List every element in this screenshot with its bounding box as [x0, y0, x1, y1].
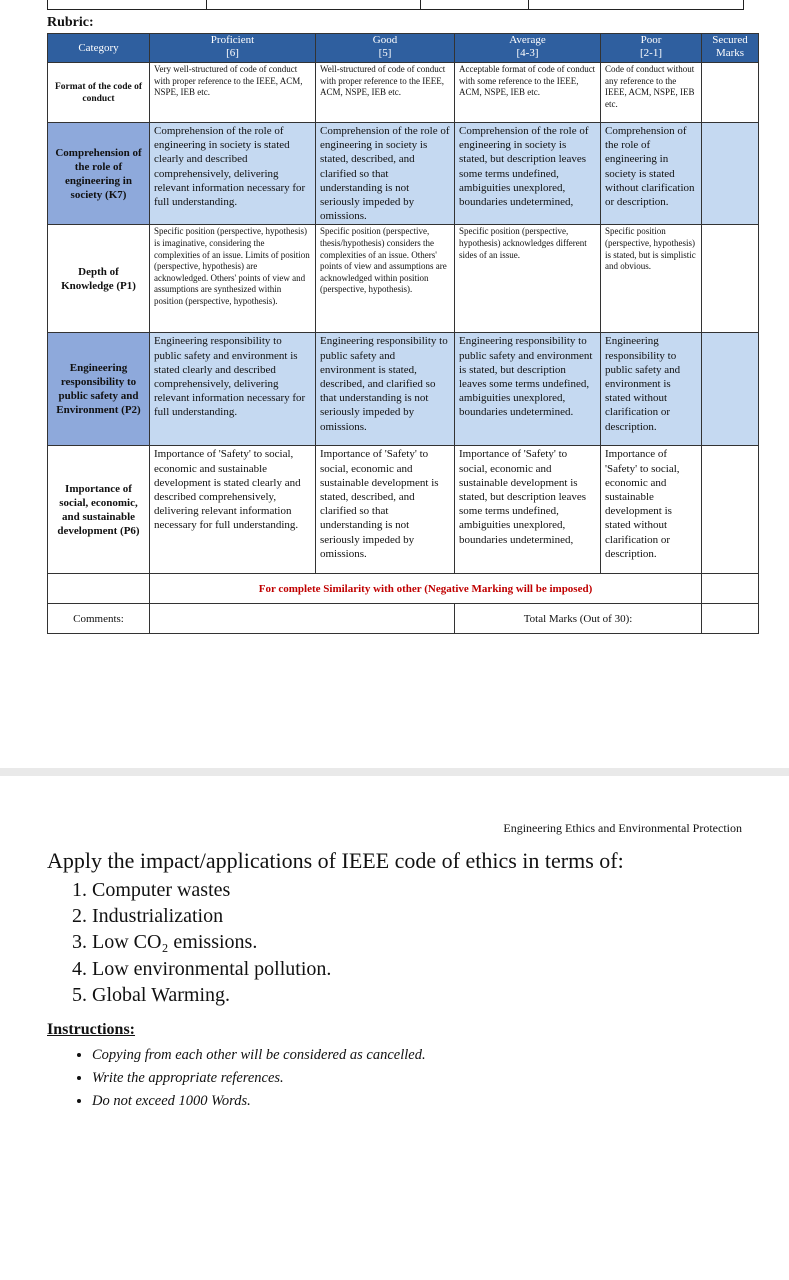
list-item: 1. Computer wastes	[92, 877, 331, 903]
proficient-cell: Importance of 'Safety' to social, economic and sustainable development is stated clearly and described comprehensively, delivering relevant information necessary for full understanding.	[150, 446, 316, 574]
footer-row	[48, 604, 759, 634]
proficient-cell: Engineering responsibility to public safety and environment is stated clearly and described comprehensively, delivering relevant information necessary for full understanding.	[150, 333, 316, 446]
category-cell: Engineering responsibility to public safety and Environment (P2)	[48, 333, 150, 446]
secured-marks-cell[interactable]	[702, 574, 759, 604]
task-list	[70, 877, 331, 1008]
poor-cell: Comprehension of the role of engineering in society is stated without clarification or description.	[601, 123, 702, 225]
list-item: • Copying from each other will be considered as cancelled.	[92, 1044, 426, 1067]
list-item: 4. Low environmental pollution.	[92, 956, 331, 982]
list-item: 3. Low CO₂ emissions.	[92, 929, 331, 955]
good-cell: Well-structured of code of conduct with proper reference to the IEEE, ACM, NSPE, IEB etc.	[316, 63, 455, 123]
comments-label: Comments:	[48, 604, 150, 634]
secured-marks-cell[interactable]	[702, 63, 759, 123]
header-info-strip	[47, 0, 744, 10]
category-cell: Format of the code of conduct	[48, 63, 150, 123]
proficient-cell: Very well-structured of code of conduct with proper reference to the IEEE, ACM, NSPE, IEB etc.	[150, 63, 316, 123]
category-cell: Depth of Knowledge (P1)	[48, 225, 150, 333]
rubric-row-importance	[48, 446, 759, 574]
column-header-category: Category	[48, 34, 150, 63]
question-text: Apply the impact/applications of IEEE code of ethics in terms of:	[47, 848, 624, 873]
average-cell: Comprehension of the role of engineering in society is stated, but description leaves some terms undefined, ambiguities unexplored, boundaries undetermined,	[455, 123, 601, 225]
page-divider	[0, 768, 789, 776]
list-item: 2. Industrialization	[92, 903, 331, 929]
poor-cell: Importance of 'Safety' to social, economic and sustainable development is stated without clarification or description.	[601, 446, 702, 574]
average-cell: Engineering responsibility to public safety and environment is stated, but description leaves some terms undefined, ambiguities unexplored, boundaries undetermined.	[455, 333, 601, 446]
secured-marks-cell[interactable]	[702, 225, 759, 333]
negative-marking-row	[48, 574, 759, 604]
total-marks-label: Total Marks (Out of 30):	[455, 604, 702, 634]
column-header-poor: Poor [2-1]	[601, 34, 702, 63]
secured-marks-cell[interactable]	[702, 333, 759, 446]
category-cell: Comprehension of the role of engineering in society (K7)	[48, 123, 150, 225]
column-header-good: Good [5]	[316, 34, 455, 63]
column-header-secured-marks: Secured Marks	[702, 34, 759, 63]
proficient-cell: Comprehension of the role of engineering in society is stated clearly and described comprehensively, delivering relevant information necessary for full understanding.	[150, 123, 316, 225]
total-marks-cell[interactable]	[702, 604, 759, 634]
rubric-row-depth	[48, 225, 759, 333]
proficient-cell: Specific position (perspective, hypothesis) is imaginative, considering the complexities of an issue. Limits of position (perspective, hypothesis) are acknowledged. Others' points of view and assumptions are synthesized within position (perspective, hypothesis).	[150, 225, 316, 333]
poor-cell: Code of conduct without any reference to the IEEE, ACM, NSPE, IEB etc.	[601, 63, 702, 123]
instructions-list	[70, 1044, 426, 1113]
running-header: Engineering Ethics and Environmental Protection	[503, 821, 742, 835]
negative-marking-note: For complete Similarity with other (Negative Marking will be imposed)	[150, 574, 702, 604]
good-cell: Comprehension of the role of engineering in society is stated, described, and clarified so that understanding is not seriously impeded by omissions.	[316, 123, 455, 225]
rubric-row-format	[48, 63, 759, 123]
list-item: • Write the appropriate references.	[92, 1067, 426, 1090]
poor-cell: Engineering responsibility to public safety and environment is stated without clarification or description.	[601, 333, 702, 446]
secured-marks-cell[interactable]	[702, 123, 759, 225]
rubric-row-comprehension	[48, 123, 759, 225]
average-cell: Importance of 'Safety' to social, economic and sustainable development is stated, but description leaves some terms undefined, ambiguities unexplored, boundaries undetermined,	[455, 446, 601, 574]
column-header-average: Average [4-3]	[455, 34, 601, 63]
secured-marks-cell[interactable]	[702, 446, 759, 574]
good-cell: Engineering responsibility to public safety and environment is stated, described, and clarified so that understanding is not seriously impeded by omissions.	[316, 333, 455, 446]
assignment-page	[0, 776, 789, 1280]
rubric-header-row	[48, 34, 759, 63]
poor-cell: Specific position (perspective, hypothesis) is stated, but is simplistic and obvious.	[601, 225, 702, 333]
rubric-title: Rubric:	[47, 15, 94, 30]
average-cell: Specific position (perspective, hypothesis) acknowledges different sides of an issue.	[455, 225, 601, 333]
rubric-table	[47, 33, 759, 634]
comments-cell[interactable]	[150, 604, 455, 634]
good-cell: Specific position (perspective, thesis/hypothesis) considers the complexities of an issue. Others' points of view and assumptions are acknowledged within position (perspective, hypothesis).	[316, 225, 455, 333]
instructions-heading: Instructions:	[47, 1021, 136, 1038]
average-cell: Acceptable format of code of conduct with some reference to the IEEE, ACM, NSPE, IEB etc.	[455, 63, 601, 123]
category-cell: Importance of social, economic, and sustainable development (P6)	[48, 446, 150, 574]
column-header-proficient: Proficient [6]	[150, 34, 316, 63]
good-cell: Importance of 'Safety' to social, economic and sustainable development is stated, described, and clarified so that understanding is not seriously impeded by omissions.	[316, 446, 455, 574]
list-item: 5. Global Warming.	[92, 982, 331, 1008]
rubric-row-responsibility	[48, 333, 759, 446]
list-item: • Do not exceed 1000 Words.	[92, 1090, 426, 1113]
